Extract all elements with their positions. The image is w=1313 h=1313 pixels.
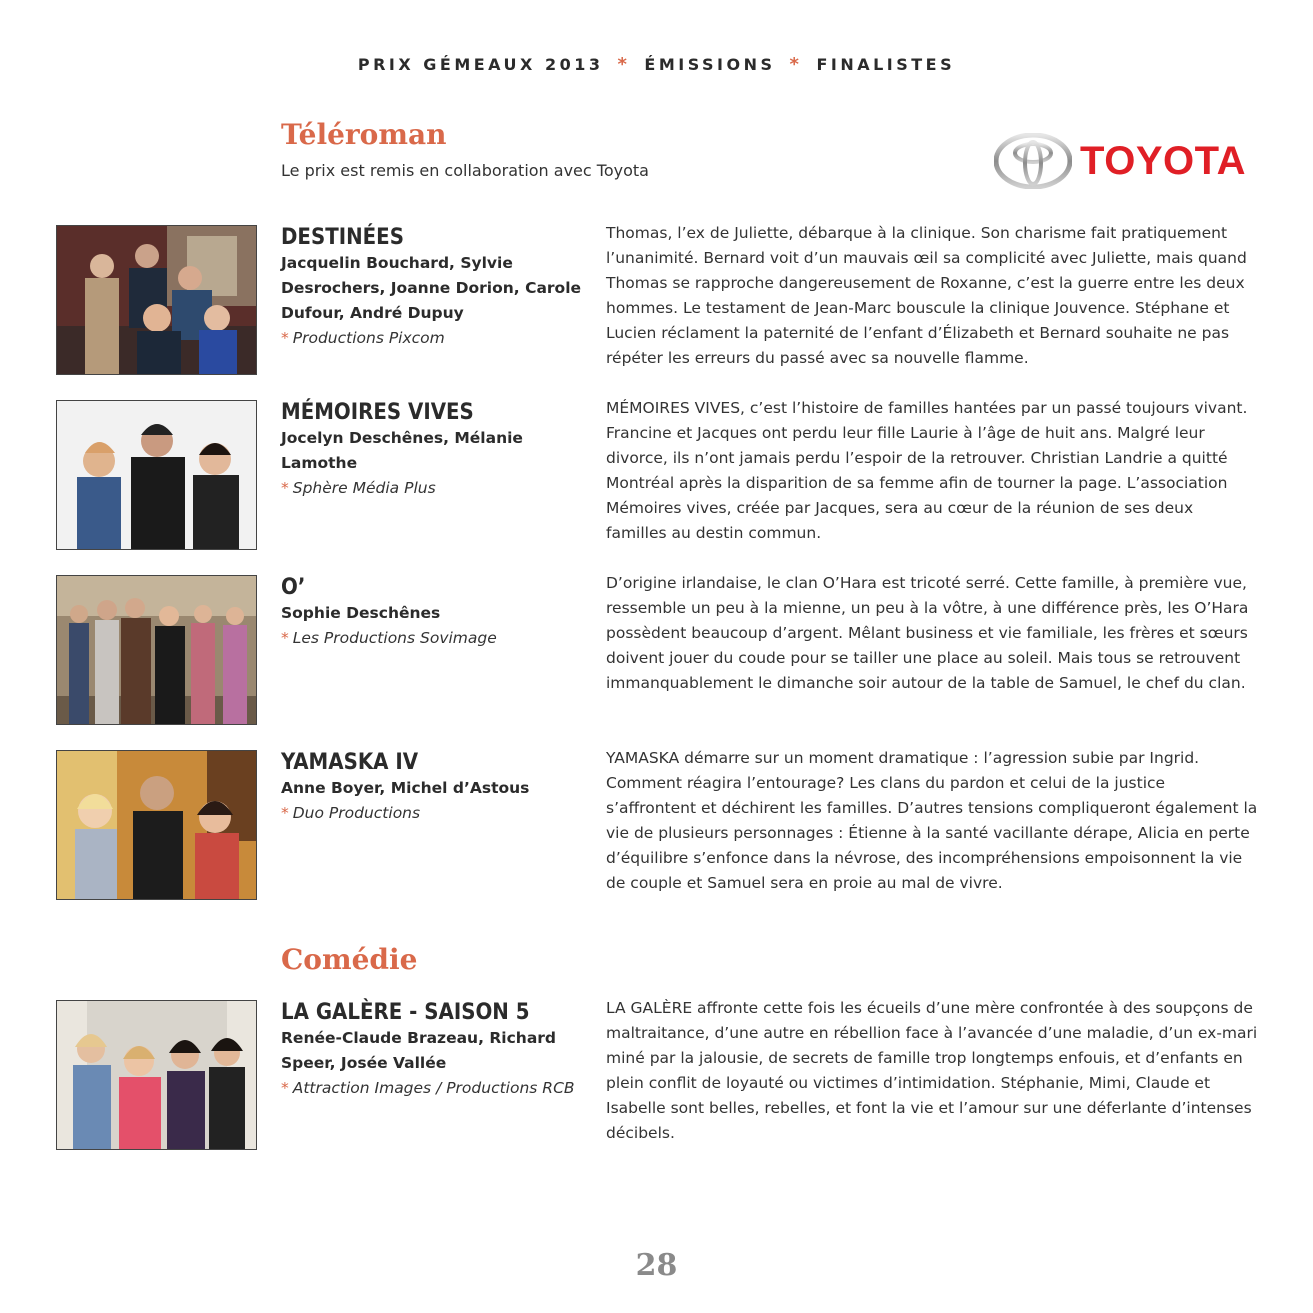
producer-name: Productions Pixcom	[292, 329, 445, 347]
bullet-star-icon: *	[281, 1079, 289, 1097]
show-description: Thomas, l’ex de Juliette, débarque à la clinique. Son charisme fait pratiquement l’unanimité. Bernard voit d’un mauvais œil sa complicité avec Juliette, mais quand Thomas se rapproche dangereusement de Roxanne, c’est la guerre entre les deux hommes. Le testament de Jean-Marc bouscule la clinique Jouvence. Stéphane et Lucien réclament la paternité de l’enfant d’Élizabeth et Bernard souhaite ne pas répéter les erreurs du passé avec sa nouvelle flamme.	[606, 224, 1247, 367]
header-star-icon: *	[617, 54, 631, 75]
show-entry	[281, 575, 586, 651]
show-producer	[281, 801, 586, 826]
producer-name: Sphère Média Plus	[292, 479, 436, 497]
show-entry	[281, 225, 586, 351]
toyota-emblem-icon	[994, 133, 1072, 189]
show-photo-memoires-vives	[56, 400, 257, 550]
producer-name: Attraction Images / Productions RCB	[292, 1079, 575, 1097]
show-title: YAMASKA IV	[281, 750, 419, 775]
bullet-star-icon: *	[281, 804, 289, 822]
show-description: MÉMOIRES VIVES, c’est l’histoire de familles hantées par un passé toujours vivant. Francine et Jacques ont perdu leur fille Laurie à l’âge de huit ans. Malgré leur divorce, ils n’ont jamais perdu l’espoir de la retrouver. Christian Landrie a quitté Montréal après la disparition de sa femme afin de tourner la page. L’association Mémoires vives, créée par Jacques, sera au cœur de la réunion de ses deux familles au destin commun.	[606, 399, 1248, 542]
show-title: MÉMOIRES VIVES	[281, 400, 474, 425]
show-credits: Sophie Deschênes	[281, 604, 441, 622]
header-emissions: ÉMISSIONS	[644, 55, 776, 74]
show-entry	[281, 750, 586, 826]
show-photo-o	[56, 575, 257, 725]
producer-name: Les Productions Sovimage	[292, 629, 497, 647]
show-photo-destinees	[56, 225, 257, 375]
bullet-star-icon: *	[281, 479, 289, 497]
page-number: 28	[635, 1248, 678, 1283]
sponsor-wordmark: TOYOTA	[1080, 138, 1246, 183]
section-title-teleroman: Téléroman	[281, 118, 447, 151]
show-credits: Jocelyn Deschênes, Mélanie Lamothe	[281, 429, 523, 472]
header-prix: PRIX GÉMEAUX 2013	[357, 55, 604, 74]
show-producer	[281, 476, 586, 501]
show-description: D’origine irlandaise, le clan O’Hara est tricoté serré. Cette famille, à première vue, ressemble un peu à la mienne, un peu à la vôtre, à une différence près, les O’Hara possèdent beaucoup d’argent. Mêlant business et vie familiale, les frères et sœurs doivent jouer du coude pour se tailler une place au soleil. Mais tous se retrouvent immanquablement le dimanche soir autour de la table de Samuel, le chef du clan.	[606, 574, 1249, 692]
show-credits: Anne Boyer, Michel d’Astous	[281, 779, 530, 797]
running-header	[0, 54, 1313, 75]
show-title: O’	[281, 575, 306, 600]
show-credits: Renée-Claude Brazeau, Richard Speer, Josée Vallée	[281, 1029, 557, 1072]
sponsor-logo	[994, 133, 1246, 189]
show-photo-la-galere	[56, 1000, 257, 1150]
header-star-icon: *	[789, 54, 803, 75]
show-credits: Jacquelin Bouchard, Sylvie Desrochers, Joanne Dorion, Carole Dufour, André Dupuy	[281, 254, 582, 322]
show-entry	[281, 1000, 586, 1101]
show-producer	[281, 326, 586, 351]
section-subtitle: Le prix est remis en collaboration avec Toyota	[281, 161, 649, 180]
show-producer	[281, 626, 586, 651]
bullet-star-icon: *	[281, 329, 289, 347]
show-title: LA GALÈRE - SAISON 5	[281, 1000, 530, 1025]
show-photo-yamaska	[56, 750, 257, 900]
show-producer	[281, 1076, 586, 1101]
bullet-star-icon: *	[281, 629, 289, 647]
show-description: YAMASKA démarre sur un moment dramatique : l’agression subie par Ingrid. Comment réagira l’entourage? Les clans du pardon et celui de la justice s’affrontent et déchirent les familles. D’autres tensions compliqueront également la vie de plusieurs personnages : Étienne à la santé vacillante dérape, Alicia en perte d’équilibre s’enfonce dans la névrose, des incompréhensions empoisonnent la vie de couple et Samuel sera en proie au mal de vivre.	[606, 749, 1258, 892]
producer-name: Duo Productions	[292, 804, 421, 822]
show-title: DESTINÉES	[281, 225, 404, 250]
show-description: LA GALÈRE affronte cette fois les écueils d’une mère confrontée à des soupçons de maltraitance, d’une autre en rébellion face à l’avancée d’une maladie, d’un ex-mari miné par la jalousie, de secrets de famille trop longtemps enfouis, et d’enfants en plein conflit de loyauté ou victimes d’intimidation. Stéphanie, Mimi, Claude et Isabelle sont belles, rebelles, et font la vie et l’amour sur une déferlante d’intenses décibels.	[606, 999, 1258, 1142]
show-entry	[281, 400, 586, 501]
section-title-comedie: Comédie	[281, 943, 418, 976]
header-finalistes: FINALISTES	[816, 55, 956, 74]
